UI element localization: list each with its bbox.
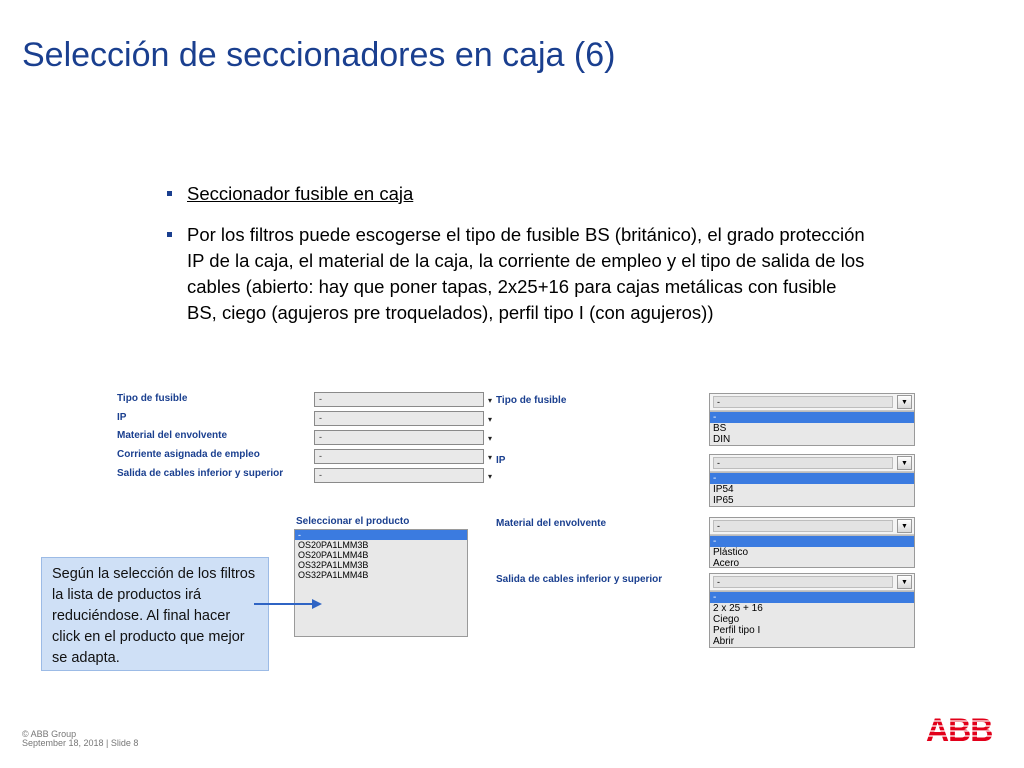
combo-option[interactable]: IP65 <box>710 495 914 506</box>
filter-dropdown-ip[interactable] <box>314 411 492 426</box>
filter-label-salida: Salida de cables inferior y superior <box>117 468 284 479</box>
bullet-marker <box>167 191 172 196</box>
chevron-down-icon[interactable]: ▼ <box>897 456 912 470</box>
combo-ip[interactable] <box>709 454 915 507</box>
chevron-down-icon: ▾ <box>487 472 492 481</box>
combo-option[interactable]: Ciego <box>710 614 914 625</box>
dropdown-value: - <box>319 432 322 442</box>
combo-option[interactable]: 2 x 25 + 16 <box>710 603 914 614</box>
combo-salida[interactable] <box>709 573 915 648</box>
combo-options <box>710 472 914 506</box>
combo-option[interactable]: Plástico <box>710 547 914 558</box>
combo-header[interactable] <box>710 574 914 591</box>
combo-option[interactable]: BS <box>710 423 914 434</box>
combo-option[interactable]: - <box>710 536 914 547</box>
filter-label-material: Material del envolvente <box>117 430 228 441</box>
chevron-down-icon: ▾ <box>487 396 492 405</box>
combo-options <box>710 411 914 445</box>
filter-label-ip: IP <box>117 412 127 423</box>
combo-option[interactable]: - <box>710 412 914 423</box>
combo-option[interactable]: - <box>710 592 914 603</box>
bullet-2-text: Por los filtros puede escogerse el tipo de fusible BS (británico), el grado protección IP de la caja, el material de la caja, la corriente de empleo y el tipo de salida de los cables (abierto: hay que poner tapas, 2x25+16 para cajas metálicas con fusible BS, ciego (agujeros pre troquelados), perfil tipo I (con agujeros)) <box>187 224 865 323</box>
filter-label-tipo-fusible: Tipo de fusible <box>117 393 188 404</box>
page-title: Selección de seccionadores en caja (6) <box>22 36 616 74</box>
filter-dropdown-salida[interactable] <box>314 468 492 483</box>
combo-options <box>710 591 914 647</box>
combo-tipo-fusible[interactable] <box>709 393 915 446</box>
combo-field[interactable]: - <box>713 576 893 588</box>
chevron-down-icon[interactable]: ▼ <box>897 395 912 409</box>
arrow-right-icon <box>252 596 324 612</box>
footer-date-slide: September 18, 2018 | Slide 8 <box>22 738 139 748</box>
bullet-2 <box>167 222 867 326</box>
footer-copyright: © ABB Group <box>22 729 77 739</box>
combo-option[interactable]: Perfil tipo I <box>710 625 914 636</box>
combo-option[interactable]: Acero <box>710 558 914 567</box>
combo-option[interactable]: DIN <box>710 434 914 445</box>
combo-option[interactable]: Abrir <box>710 636 914 647</box>
bullet-1-text: Seccionador fusible en caja <box>187 183 414 204</box>
right-label-salida: Salida de cables inferior y superior <box>496 574 663 585</box>
dropdown-value: - <box>319 470 322 480</box>
combo-material[interactable] <box>709 517 915 568</box>
combo-option[interactable]: IP54 <box>710 484 914 495</box>
abb-logo-text: ABB <box>926 714 993 744</box>
chevron-down-icon: ▾ <box>487 434 492 443</box>
filter-dropdown-material[interactable] <box>314 430 492 445</box>
bullet-1 <box>167 181 867 207</box>
product-listbox[interactable] <box>294 529 468 637</box>
filter-dropdown-corriente[interactable] <box>314 449 492 464</box>
right-label-material: Material del envolvente <box>496 518 607 529</box>
product-select-label: Seleccionar el producto <box>296 516 410 527</box>
chevron-down-icon: ▾ <box>487 453 492 462</box>
combo-header[interactable] <box>710 455 914 472</box>
combo-field[interactable]: - <box>713 396 893 408</box>
product-option[interactable]: - <box>295 530 467 540</box>
dropdown-value: - <box>319 394 322 404</box>
filter-dropdown-tipo-fusible[interactable] <box>314 392 492 407</box>
product-option[interactable]: OS32PA1LMM3B <box>298 560 369 570</box>
combo-header[interactable] <box>710 518 914 535</box>
dropdown-value: - <box>319 413 322 423</box>
right-label-ip: IP <box>496 455 506 466</box>
bullet-marker <box>167 232 172 237</box>
right-label-tipo-fusible: Tipo de fusible <box>496 395 567 406</box>
abb-logo <box>926 714 998 744</box>
chevron-down-icon: ▾ <box>487 415 492 424</box>
info-callout: Según la selección de los filtros la lista de productos irá reduciéndose. Al final hacer click en el producto que mejor se adapta. <box>41 557 269 671</box>
combo-header[interactable] <box>710 394 914 411</box>
chevron-down-icon[interactable]: ▼ <box>897 519 912 533</box>
product-option[interactable]: OS20PA1LMM3B <box>298 540 369 550</box>
filter-label-corriente: Corriente asignada de empleo <box>117 449 260 460</box>
dropdown-value: - <box>319 451 322 461</box>
chevron-down-icon[interactable]: ▼ <box>897 575 912 589</box>
product-option[interactable]: OS20PA1LMM4B <box>298 550 369 560</box>
product-option[interactable]: OS32PA1LMM4B <box>298 570 369 580</box>
combo-option[interactable]: - <box>710 473 914 484</box>
combo-field[interactable]: - <box>713 457 893 469</box>
combo-options <box>710 535 914 567</box>
combo-field[interactable]: - <box>713 520 893 532</box>
